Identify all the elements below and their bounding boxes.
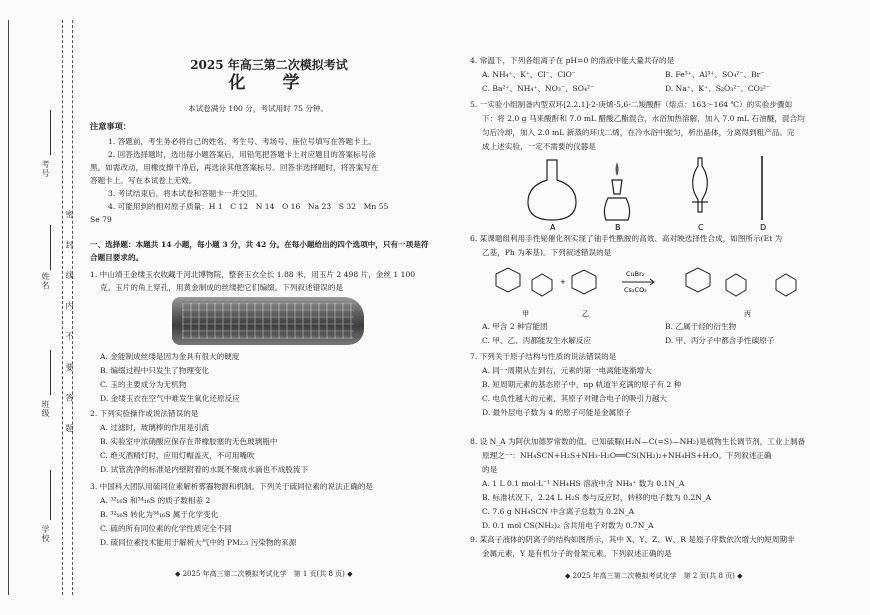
footer-page-2: ◆ 2025 年高三第二次模拟考试化学 第 2 页(共 8 页) ◆ bbox=[565, 572, 743, 580]
notes-line: 黑。如需改动，用橡皮擦干净后，再选涂其他答案标号。回答非选择题时，将答案写在 bbox=[90, 163, 379, 172]
q1-stem: 1. 中山靖王金缕玉衣收藏于河北博物院，整套玉衣全长 1.88 米，用玉片 2 498 片，金丝 1 100 bbox=[90, 270, 416, 279]
label-yi: 乙 bbox=[582, 310, 589, 318]
reagent-catalyst: CuBr₂ bbox=[626, 270, 645, 278]
q9-stem-cont: 金属元素，Y 是有机分子的骨架元素。下列叙述正确的是 bbox=[482, 549, 672, 558]
q6-option: B. 乙属于烃的衍生物 bbox=[665, 322, 737, 331]
q4-stem: 4. 常温下，下列各组离子在 pH=0 的溶液中能大量共存的是 bbox=[470, 56, 675, 65]
notes-line: 3. 考试结束后，将本试卷和答题卡一并交回。 bbox=[108, 189, 262, 198]
q7-option: D. 最外层电子数为 4 的原子可能是金属原子 bbox=[482, 408, 632, 417]
jade-burial-suit-photo bbox=[172, 297, 364, 345]
class-field[interactable] bbox=[50, 350, 52, 395]
exam-no-label: 考号 bbox=[41, 160, 50, 178]
q1-option: C. 玉的主要成分为无机物 bbox=[100, 380, 187, 389]
section1-heading: 一、选择题：本题共 14 小题，每小题 3 分，共 42 分。在每小题给出的四个选项中，只有一项是符 bbox=[90, 240, 429, 249]
q5-stem-cont: 成上述实验，一定不需要的仪器是 bbox=[482, 142, 596, 151]
q6-reaction-scheme bbox=[476, 258, 846, 318]
q7-stem: 7. 下列关于原子结构与性质的说法错误的是 bbox=[470, 352, 617, 361]
alcohol-lamp-icon bbox=[604, 162, 629, 220]
q6-stem: 6. 某课题组利用手性铋催化剂实现了铀手性酰胺的高效、高对映选择性合成，如图所示(Et 为 bbox=[470, 234, 783, 243]
notes-line: 4. 可能用到的相对原子质量：H 1 C 12 N 14 O 16 Na 23 S 32 Mn 55 bbox=[108, 202, 389, 211]
label-bing: 丙 bbox=[744, 310, 751, 318]
q4-option: B. Fe³⁺、Al³⁺、SO₄²⁻、Br⁻ bbox=[665, 70, 765, 79]
q8-option: D. 0.1 mol CS(NH₂)₂ 含共用电子对数为 0.7N_A bbox=[482, 521, 654, 530]
q8-stem: 8. 设 N_A 为阿伏加德罗常数的值。已知硫脲(H₂N—C(=S)—NH₂)是植物生长调节剂，工业上制备 bbox=[470, 437, 806, 446]
q9-stem: 9. 某高子液体的阴离子的结构如图所示，其中 X、Y、Z、W、R 是原子序数依次增大的短周期非 bbox=[470, 535, 795, 544]
q5-stem: 5. 一实验小组制备内型双环[2.2.1]-2-庚烯-5,6-二羧酸酐（熔点：163～164 ℃）的实验步骤如 bbox=[470, 100, 793, 109]
notes-line: 2. 回答选择题时，选出每小题答案后，用铅笔把答题卡上对应题目的答案标号涂 bbox=[108, 150, 376, 159]
q5-label-d: D bbox=[760, 223, 767, 232]
q5-label-b: B bbox=[615, 223, 621, 232]
q5-label-a: A bbox=[550, 223, 556, 232]
q6-stem-cont: 乙基，Ph 为苯基)。下列叙述错误的是 bbox=[482, 248, 612, 257]
subject-title: 化 学 bbox=[228, 73, 310, 93]
notes-line: 答题卡上。写在本试卷上无效。 bbox=[90, 176, 197, 185]
label-jia: 甲 bbox=[522, 310, 529, 318]
separatory-funnel-icon bbox=[692, 158, 708, 212]
school-field[interactable] bbox=[50, 470, 52, 520]
school-label: 学校 bbox=[41, 525, 50, 543]
q8-option: B. 标准状况下，2.24 L H₂S 参与反应时，转移的电子数为 0.2N_A bbox=[482, 493, 712, 502]
round-bottom-flask-icon bbox=[528, 160, 576, 220]
notes-heading: 注意事项： bbox=[90, 121, 131, 131]
seal-text: 密 封 线 内 不 要 答 题 bbox=[65, 210, 74, 442]
q1-stem-cont: 克。玉片的角上穿孔，用黄金制成的丝缕把它们编缀。下列叙述错误的是 bbox=[100, 283, 343, 292]
q7-option: C. 电负性越大的元素，其原子对键合电子的吸引力越大 bbox=[482, 394, 668, 403]
q1-option: A. 金能制成丝缕是因为金具有很大的硬度 bbox=[100, 352, 240, 361]
q8-stem-cont: 原理之一：NH₄SCN+H₂S+NH₃·H₂O══CS(NH₂)₂+NH₄HS+H₂O。下列叙述正确 bbox=[482, 451, 772, 460]
q3-option: A. ³²₁₆S 和³⁴₁₆S 的质子数相差 2 bbox=[100, 496, 211, 505]
q7-option: B. 短周期元素的基态原子中，np 轨道半充满的原子有 2 种 bbox=[482, 380, 682, 389]
q8-option: A. 1 L 0.1 mol·L⁻¹ NH₄HS 溶液中含 NH₄⁺ 数为 0.1N_A bbox=[482, 479, 685, 488]
q3-option: C. 硫的所有同位素的化学性质完全不同 bbox=[100, 524, 232, 533]
q5-apparatus-figure bbox=[470, 150, 848, 232]
q4-option: A. NH₄⁺、K⁺、Cl⁻、ClO⁻ bbox=[482, 70, 576, 79]
q8-stem-cont: 的是 bbox=[482, 465, 498, 474]
name-label: 姓名 bbox=[41, 272, 50, 290]
q1-option: D. 金缕玉衣在空气中难发生氧化还原反应 bbox=[100, 394, 240, 403]
q3-option: D. 硫同位素技术能用于解析大气中的 PM₂.₅ 污染物的来源 bbox=[100, 538, 297, 547]
q6-option: C. 甲、乙、丙都能发生水解反应 bbox=[482, 336, 592, 345]
footer-page-1: ◆ 2025 年高三第二次模拟考试化学 第 1 页(共 8 页) ◆ bbox=[175, 570, 353, 578]
exam-title: 2025 年高三第二次模拟考试 bbox=[190, 58, 348, 72]
seal-line-left bbox=[62, 20, 63, 595]
q6-option: D. 甲、丙分子中都含手性碳原子 bbox=[665, 336, 775, 345]
class-label: 班级 bbox=[41, 400, 50, 418]
svg-text:+: + bbox=[560, 278, 566, 286]
q2-option: D. 试管洗净的标准是内壁附着的水既不聚成水滴也不成股流下 bbox=[100, 465, 309, 474]
q1-option: B. 编缀过程中只发生了物理变化 bbox=[100, 366, 210, 375]
q7-option: A. 同一周期从左到右，元素的第一电离能逐渐增大 bbox=[482, 366, 652, 375]
q2-option: A. 过滤时，玻璃棒的作用是引流 bbox=[100, 423, 210, 432]
binding-strip bbox=[0, 0, 78, 615]
q3-stem: 3. 中国科大团队用硫同位素解析雾霾物源和机制。下列关于硫同位素的说法正确的是 bbox=[90, 482, 374, 491]
q5-label-c: C bbox=[698, 223, 704, 232]
q4-option: C. Ba²⁺、NH₄⁺、NO₃⁻、SO₄²⁻ bbox=[482, 84, 595, 93]
binding-line-outer bbox=[8, 20, 9, 595]
q2-stem: 2. 下列实验操作或说法错误的是 bbox=[90, 409, 199, 418]
q5-stem-cont: 下：将 2.0 g 马来酸酐和 7.0 mL 醋酸乙酯混合，水浴加热溶解，加入 7.0 mL 石油醚，混合均 bbox=[482, 114, 805, 123]
section1-heading-cont: 合题目要求的。 bbox=[90, 253, 144, 262]
q4-option: D. Na⁺、K⁺、S₂O₃²⁻、CO₃²⁻ bbox=[665, 84, 770, 93]
notes-line: 1. 答题前，考生务必将自己的姓名、考生号、考场号、座位号填写在答题卡上。 bbox=[108, 137, 376, 146]
q5-stem-cont: 匀后冷却，加入 2.0 mL 新蒸的环戊二烯，在冷水浴中振匀，析出晶体，分离得到粗产品。完 bbox=[482, 128, 795, 137]
name-field[interactable] bbox=[50, 225, 52, 270]
q8-option: C. 7.6 g NH₄SCN 中含离子总数为 0.2N_A bbox=[482, 507, 635, 516]
q3-option: B. ³²₁₆S 转化为³⁴₁₆S 属于化学变化 bbox=[100, 510, 219, 519]
score-info: 本试卷满分 100 分，考试用时 75 分钟。 bbox=[188, 104, 329, 113]
notes-line: Se 79 bbox=[90, 215, 112, 224]
q2-option: B. 实验室中浓硝酸应保存在带橡胶塞的无色玻璃瓶中 bbox=[100, 437, 278, 446]
exam-no-field[interactable] bbox=[50, 110, 52, 155]
q2-option: C. 绝灭酒精灯时，应用灯帽盖灭，不可用嘴吹 bbox=[100, 451, 255, 460]
q6-option: A. 甲含 2 种官能团 bbox=[482, 322, 548, 331]
reagent-base: Cs₂CO₃ bbox=[624, 286, 647, 294]
